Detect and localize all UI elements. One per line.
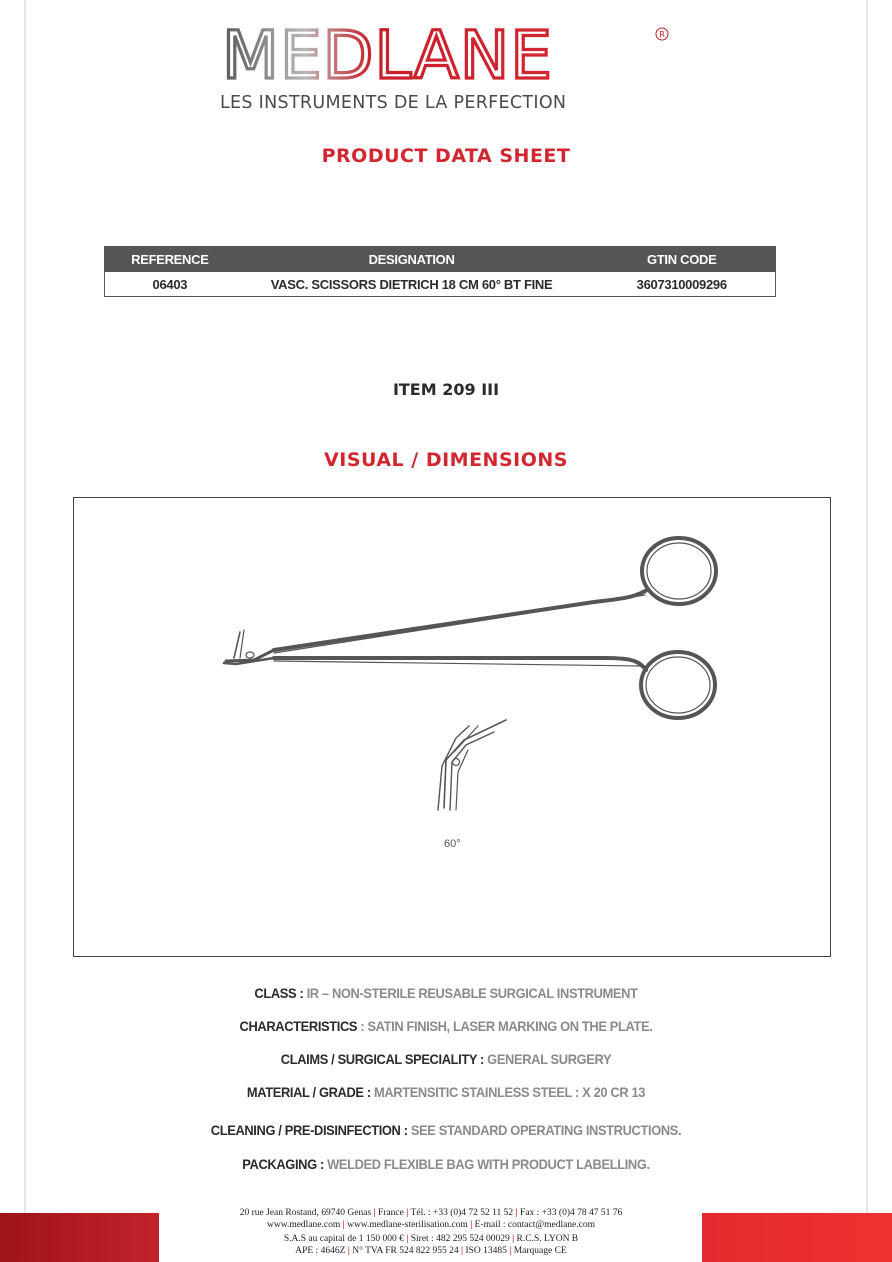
footer-website-link[interactable]: www.medlane.com [266,1220,341,1230]
spec-value: MARTENSITIC STAINLESS STEEL : X 20 CR 13 [370,1084,646,1100]
page-right-border [866,0,868,1262]
footer-country: France [378,1208,404,1218]
spec-label: CLAIMS / SURGICAL SPECIALITY : [280,1051,484,1067]
footer-email-link[interactable]: E-mail : contact@medlane.com [474,1220,595,1230]
spec-label: PACKAGING : [242,1156,324,1172]
footer-sterilisation-link[interactable]: www.medlane-sterilisation.com [347,1220,468,1230]
spec-label: MATERIAL / GRADE : [246,1084,371,1100]
cell-reference: 06403 [152,276,188,292]
footer-rcs: R.C.S. LYON B [516,1234,579,1244]
footer-company-line [160,1233,702,1245]
separator: | [460,1246,464,1256]
footer-red-block-left [0,1213,159,1262]
spec-label: CLEANING / PRE-DISINFECTION : [210,1122,408,1138]
separator: | [406,1234,409,1244]
footer-fax: Fax : +33 (0)4 78 47 51 76 [520,1208,623,1218]
spec-value: : SATIN FINISH, LASER MARKING ON THE PLATE. [357,1018,653,1034]
product-visual-frame [73,497,831,957]
cell-gtin: 3607310009296 [636,276,727,292]
item-code: ITEM 209 III [392,380,500,399]
spec-class [36,985,857,1001]
separator: | [515,1208,518,1218]
spec-label: CHARACTERISTICS [239,1018,358,1034]
separator: | [406,1208,409,1218]
scissors-drawing [74,498,830,956]
footer-address-line [160,1207,702,1219]
medlane-logo [220,22,672,116]
footer-siret: Siret : 482 295 524 00029 [410,1234,510,1244]
spec-value: GENERAL SURGERY [483,1051,612,1067]
footer-ce-marking: Marquage CE [513,1246,567,1256]
logo-tagline: LES INSTRUMENTS DE LA PERFECTION [220,93,567,113]
footer-red-block-right [702,1213,892,1262]
cell-designation: VASC. SCISSORS DIETRICH 18 CM 60° BT FINE [270,276,553,292]
footer-iso: ISO 13485 [465,1246,507,1256]
table-row [105,272,776,297]
separator: | [342,1220,345,1230]
footer-legal-line [160,1245,702,1257]
footer-capital: S.A.S au capital de 1 150 000 € [283,1234,404,1244]
footer-vat: N° TVA FR 524 822 955 24 [352,1246,459,1256]
logo-wordmark: MEDLANE [222,22,553,94]
separator: | [373,1208,376,1218]
spec-value: IR – NON-STERILE REUSABLE SURGICAL INSTRUMENT [303,985,638,1001]
footer-web-line [160,1219,702,1231]
page-left-border [24,0,26,1262]
footer-ape: APE : 4646Z [295,1246,346,1256]
spec-characteristics [36,1018,857,1034]
spec-packaging [36,1156,857,1172]
separator: | [509,1246,512,1256]
registered-mark: R [659,30,665,39]
spec-cleaning [36,1122,857,1138]
product-reference-table [104,246,776,297]
header-gtin: GTIN CODE [588,247,775,273]
separator: | [470,1220,473,1230]
spec-value: WELDED FLEXIBLE BAG WITH PRODUCT LABELLING. [323,1156,650,1172]
spec-label: CLASS : [254,985,304,1001]
spec-material [36,1084,857,1100]
separator: | [347,1246,350,1256]
footer-address: 20 rue Jean Rostand, 69740 Genas [239,1208,372,1218]
section-title-visual: VISUAL / DIMENSIONS [324,449,568,471]
footer-phone: Tél. : +33 (0)4 72 52 11 52 [410,1208,514,1218]
header-designation: DESIGNATION [235,247,589,273]
header-reference: REFERENCE [105,247,235,273]
spec-claims [36,1051,857,1067]
separator: | [512,1234,515,1244]
page-title: PRODUCT DATA SHEET [321,145,571,167]
angle-label: 60° [444,838,461,850]
spec-value: SEE STANDARD OPERATING INSTRUCTIONS. [407,1122,682,1138]
